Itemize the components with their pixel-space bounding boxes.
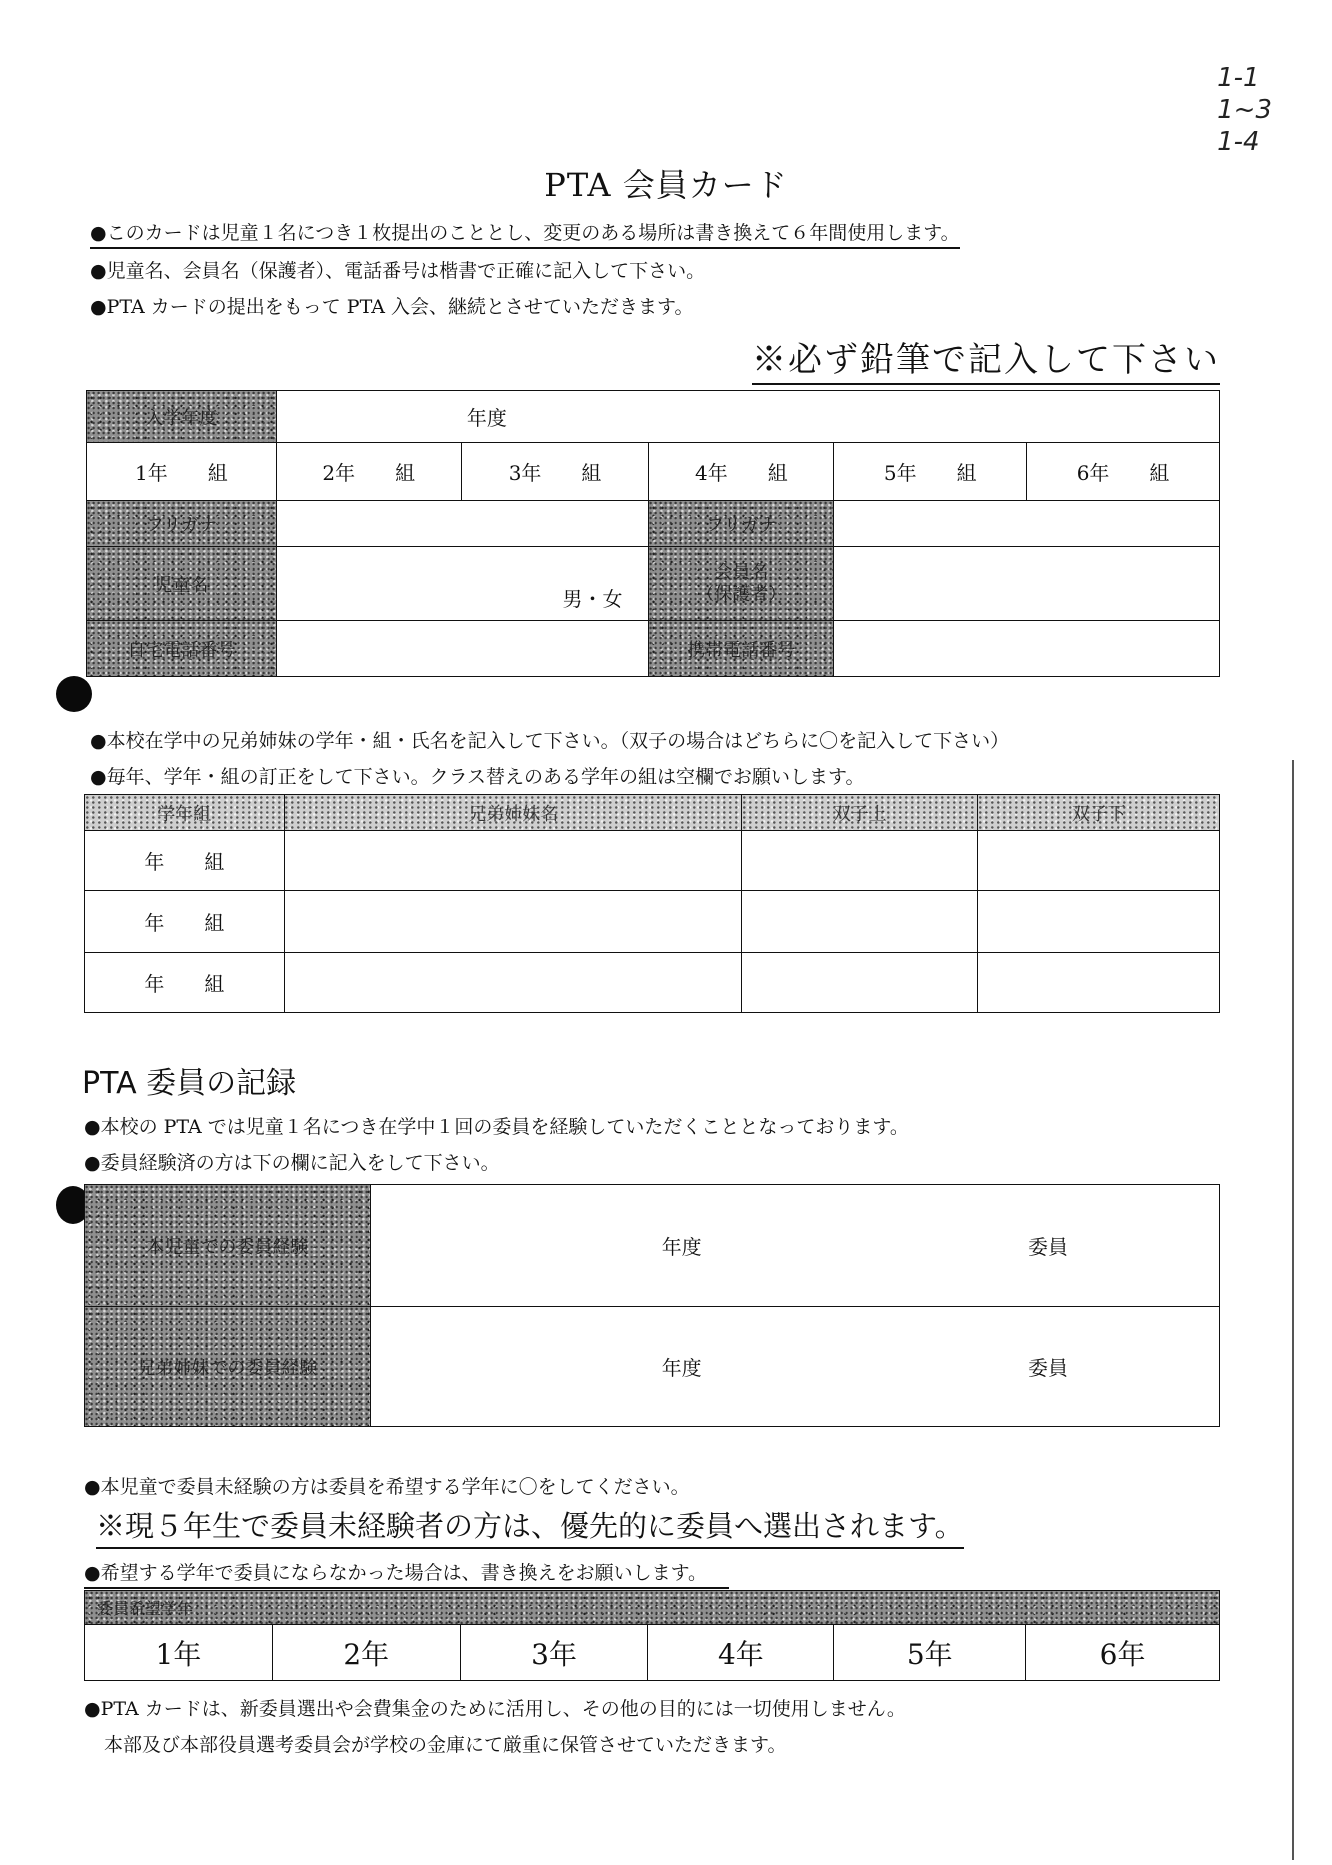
gender-choice[interactable]: 男・女 bbox=[562, 587, 623, 611]
sibling-committee-year: 年度 bbox=[661, 1356, 702, 1380]
sibling-table bbox=[84, 794, 1220, 1013]
member-furigana-label: フリガナ bbox=[649, 501, 834, 547]
wish-grade-5-option[interactable]: 5年 bbox=[834, 1625, 1026, 1681]
privacy-note: ●PTA カードは、新委員選出や会費集金のために活用し、その他の目的には一切使用しません。 bbox=[84, 1698, 906, 1720]
sibling-twin-older-field[interactable] bbox=[742, 831, 978, 891]
grade-1-class-field[interactable]: 1年 組 bbox=[87, 443, 277, 501]
sibling-twin-older-field[interactable] bbox=[742, 953, 978, 1013]
handwritten-page-code bbox=[1217, 62, 1272, 158]
sibling-committee-label: 兄弟姉妹での委員経験 bbox=[85, 1307, 371, 1427]
wish-grade-header: 委員希望学年 bbox=[85, 1591, 1220, 1625]
instruction-wish-grade: ●本児童で委員未経験の方は委員を希望する学年に〇をしてください。 bbox=[84, 1476, 690, 1498]
instruction-siblings: ●本校在学中の兄弟姉妹の学年・組・氏名を記入して下さい。（双子の場合はどちらに〇を記入して下さい） bbox=[90, 730, 1010, 752]
wish-grade-6-option[interactable]: 6年 bbox=[1026, 1625, 1220, 1681]
mobile-phone-field[interactable] bbox=[834, 621, 1220, 677]
pencil-notice: ※必ず鉛筆で記入して下さい bbox=[752, 332, 1220, 385]
sibling-grade-class-field[interactable]: 年 組 bbox=[85, 891, 285, 953]
mobile-phone-label: 携帯電話番号 bbox=[649, 621, 834, 677]
instruction-usage: ●このカードは児童１名につき１枚提出のこととし、変更のある場所は書き換えて６年間使用します。 bbox=[90, 218, 960, 249]
sibling-committee-field[interactable] bbox=[370, 1307, 1219, 1427]
furigana-label: フリガナ bbox=[87, 501, 277, 547]
instruction-committee-duty: ●本校の PTA では児童１名につき在学中１回の委員を経験していただくこととなっております。 bbox=[84, 1116, 909, 1138]
sibling-header-name: 兄弟姉妹名 bbox=[284, 795, 742, 831]
handwritten-line: 1~3 bbox=[1217, 95, 1272, 125]
grade-5-class-field[interactable]: 5年 組 bbox=[834, 443, 1027, 501]
child-furigana-field[interactable] bbox=[276, 501, 649, 547]
handwritten-line: 1-4 bbox=[1217, 127, 1260, 157]
wish-grade-1-option[interactable]: 1年 bbox=[85, 1625, 273, 1681]
instruction-membership: ●PTA カードの提出をもって PTA 入会、継続とさせていただきます。 bbox=[90, 296, 694, 318]
sibling-twin-younger-field[interactable] bbox=[978, 891, 1220, 953]
grade-4-class-field[interactable]: 4年 組 bbox=[649, 443, 834, 501]
committee-record-table bbox=[84, 1184, 1220, 1427]
instruction-rewrite: ●希望する学年で委員にならなかった場合は、書き換えをお願いします。 bbox=[84, 1558, 729, 1589]
grade-6-class-field[interactable]: 6年 組 bbox=[1027, 443, 1220, 501]
entry-year-field[interactable] bbox=[276, 391, 1219, 443]
wish-grade-3-option[interactable]: 3年 bbox=[460, 1625, 648, 1681]
child-name-label: 児童名 bbox=[87, 547, 277, 621]
grade-2-class-field[interactable]: 2年 組 bbox=[276, 443, 461, 501]
sibling-header-twin-younger: 双子下 bbox=[978, 795, 1220, 831]
storage-note: 本部及び本部役員選考委員会が学校の金庫にて厳重に保管させていただきます。 bbox=[104, 1734, 787, 1756]
wish-grade-2-option[interactable]: 2年 bbox=[272, 1625, 460, 1681]
scan-edge-line bbox=[1292, 760, 1294, 1860]
home-phone-label: 自宅電話番号 bbox=[87, 621, 277, 677]
page-title: PTA 会員カード bbox=[544, 166, 788, 204]
table-row bbox=[85, 831, 1220, 891]
priority-notice: ※現５年生で委員未経験者の方は、優先的に委員へ選出されます。 bbox=[96, 1504, 964, 1549]
table-row bbox=[85, 953, 1220, 1013]
sibling-header-grade-class: 学年組 bbox=[85, 795, 285, 831]
home-phone-field[interactable] bbox=[276, 621, 649, 677]
table-row bbox=[85, 891, 1220, 953]
entry-year-label: 入学年度 bbox=[87, 391, 277, 443]
member-name-field[interactable] bbox=[834, 547, 1220, 621]
sibling-twin-younger-field[interactable] bbox=[978, 953, 1220, 1013]
sibling-twin-younger-field[interactable] bbox=[978, 831, 1220, 891]
own-committee-field[interactable] bbox=[370, 1185, 1219, 1307]
punch-hole-mark bbox=[56, 676, 92, 712]
sibling-header-twin-older: 双子上 bbox=[742, 795, 978, 831]
sibling-grade-class-field[interactable]: 年 組 bbox=[85, 831, 285, 891]
own-committee-role: 委員 bbox=[1028, 1235, 1069, 1259]
sibling-twin-older-field[interactable] bbox=[742, 891, 978, 953]
instruction-handwriting: ●児童名、会員名（保護者）、電話番号は楷書で正確に記入して下さい。 bbox=[90, 260, 706, 282]
instruction-class-update: ●毎年、学年・組の訂正をして下さい。クラス替えのある学年の組は空欄でお願いします。 bbox=[90, 766, 865, 788]
own-committee-label: 本児童での委員経験 bbox=[85, 1185, 371, 1307]
sibling-name-field[interactable] bbox=[284, 953, 742, 1013]
member-furigana-field[interactable] bbox=[834, 501, 1220, 547]
member-info-table bbox=[86, 390, 1220, 677]
entry-year-suffix: 年度 bbox=[466, 406, 507, 430]
sibling-name-field[interactable] bbox=[284, 831, 742, 891]
sibling-name-field[interactable] bbox=[284, 891, 742, 953]
wish-grade-4-option[interactable]: 4年 bbox=[648, 1625, 834, 1681]
sibling-committee-role: 委員 bbox=[1028, 1356, 1069, 1380]
committee-section-title: PTA 委員の記録 bbox=[82, 1066, 297, 1101]
child-name-field[interactable] bbox=[276, 547, 649, 621]
sibling-grade-class-field[interactable]: 年 組 bbox=[85, 953, 285, 1013]
own-committee-year: 年度 bbox=[661, 1235, 702, 1259]
wish-grade-table bbox=[84, 1590, 1220, 1681]
handwritten-line: 1-1 bbox=[1217, 63, 1260, 93]
grade-3-class-field[interactable]: 3年 組 bbox=[461, 443, 649, 501]
instruction-committee-record: ●委員経験済の方は下の欄に記入をして下さい。 bbox=[84, 1152, 500, 1174]
member-name-label: 会員名 （保護者） bbox=[649, 547, 834, 621]
